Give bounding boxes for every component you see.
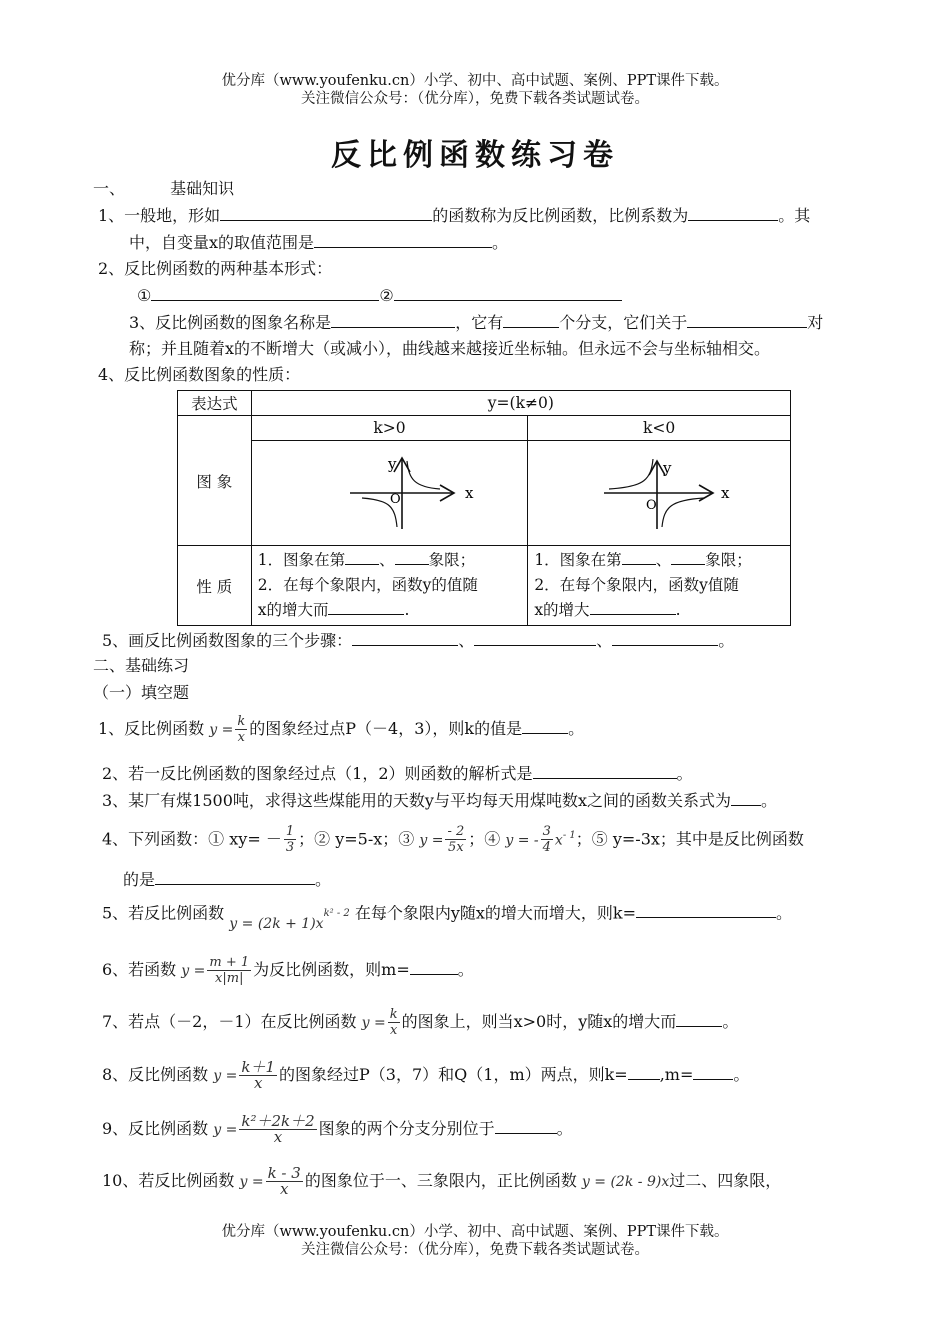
p4-y-eq-neg: y = - (505, 832, 539, 849)
p6-text-b: 为反比例函数，则m= (253, 960, 410, 979)
p8-y-eq: y = (213, 1068, 238, 1084)
p8-text-b: 的图象经过P（3，7）和Q（1，m）两点，则k= (279, 1065, 628, 1084)
q2-circle-2: ② (379, 286, 394, 305)
p5-blank[interactable] (636, 901, 776, 918)
header-line-2: 关注微信公众号：（优分库），免费下载各类试题试卷。 (301, 91, 649, 107)
q1-blank-3[interactable] (314, 231, 492, 248)
q2-line: 2、反比例函数的两种基本形式： (98, 259, 333, 278)
q5-blank-1[interactable] (352, 629, 458, 646)
prop3-period: . (675, 601, 681, 619)
properties-k-negative (528, 546, 791, 626)
p4-text-c: ；④ (468, 829, 501, 849)
frac-num: k (237, 714, 246, 729)
q5-sep: 、 (458, 631, 475, 650)
p4-end: 。 (315, 870, 332, 889)
q3-text-c: 个分支，它们关于 (559, 313, 688, 332)
frac-den: x (253, 1074, 263, 1092)
prop1-sep: 、 (379, 551, 395, 569)
p1-end: 。 (568, 719, 585, 738)
p1-text-a: 1、反比例函数 (98, 719, 205, 738)
p10-expression: y = (2k - 9)x (581, 1174, 670, 1190)
p5-text-b: 在每个象限内y随x的增大而增大，则k= (354, 903, 637, 923)
p10-text-a: 10、若反比例函数 (102, 1171, 235, 1190)
prop3-text: x的增大 (534, 601, 590, 619)
p8-text-c: ,m= (659, 1065, 694, 1084)
table-k-negative: k<0 (528, 416, 791, 441)
section2-subheading: （一）填空题 (93, 683, 190, 702)
q2-choices (137, 284, 622, 307)
section1-heading-text: 基础知识 (170, 179, 235, 198)
frac-den: x|m| (215, 971, 244, 986)
q2-blank-2[interactable] (394, 284, 622, 301)
p5-text-a: 5、若反比例函数 (102, 903, 225, 923)
prop1-text-b: 象限； (428, 551, 476, 569)
p8-blank-k[interactable] (628, 1063, 660, 1080)
header-line-1: 优分库（www.youfenku.cn）小学、初中、高中试题、案例、PPT课件下载。 (221, 73, 729, 89)
properties-table (177, 390, 791, 626)
p8-blank-m[interactable] (693, 1063, 733, 1080)
q3-text-b: ，它有 (455, 313, 504, 332)
p5-end: 。 (776, 903, 793, 923)
p4-line (102, 818, 804, 858)
p3-line (102, 789, 777, 812)
q3-line-2: 称；并且随着x的不断增大（或减小），曲线越来越接近坐标轴。但永远不会与坐标轴相交。 (129, 339, 771, 358)
frac-den: 5x (448, 840, 464, 856)
frac-den: x (390, 1023, 398, 1038)
p8-end: 。 (733, 1065, 750, 1084)
hyperbola-k-negative-graph (559, 441, 759, 541)
p4-power-base: x (554, 832, 563, 849)
frac-den: 4 (542, 840, 551, 856)
prop1-sep: 、 (655, 551, 672, 569)
p9-blank[interactable] (495, 1117, 557, 1134)
q1-text-a: 1、一般地，形如 (98, 206, 221, 225)
p10-text-c: 过二、四象限， (669, 1171, 782, 1190)
p2-line (102, 762, 693, 785)
p8-line (102, 1057, 749, 1094)
p3-end: 。 (760, 791, 777, 810)
p1-y-eq: y = (209, 722, 234, 738)
q3-text-a: 3、反比例函数的图象名称是 (129, 313, 332, 332)
prop3-text: x的增大而 (257, 601, 329, 619)
frac-den: 3 (285, 840, 295, 856)
p7-blank[interactable] (676, 1010, 722, 1027)
p5-line (102, 898, 793, 933)
p6-fraction (207, 955, 251, 986)
p7-y-eq: y = (361, 1015, 386, 1031)
section1-heading (93, 178, 234, 200)
prop-blank[interactable] (345, 548, 379, 565)
q5-blank-3[interactable] (612, 629, 718, 646)
p2-end: 。 (676, 764, 693, 783)
p1-text-b: 的图象经过点P（－4，3），则k的值是 (249, 719, 523, 738)
q1-line-2 (129, 231, 508, 254)
p6-text-a: 6、若函数 (102, 960, 177, 979)
prop-blank[interactable] (328, 598, 404, 615)
frac-num: k²＋2k＋2 (241, 1112, 315, 1130)
q1-line-1 (98, 204, 810, 227)
graph-k-negative (528, 441, 791, 546)
p5-expression: y = (2k + 1)x (229, 916, 324, 933)
p6-blank[interactable] (410, 958, 458, 975)
prop2-text: 2．在每个象限内，函数y的值随 (257, 576, 478, 594)
footer-line-1: 优分库（www.youfenku.cn）小学、初中、高中试题、案例、PPT课件下载。 (221, 1224, 729, 1240)
table-k-positive: k>0 (251, 416, 528, 441)
p6-end: 。 (457, 960, 474, 979)
branch-quadrant-2 (609, 459, 653, 489)
p4-text-e: 的是 (123, 870, 156, 889)
frac-num: k (389, 1007, 398, 1022)
q1-blank-2[interactable] (688, 204, 778, 221)
q2-circle-1: ① (137, 286, 152, 305)
p10-line (102, 1163, 781, 1200)
p1-line (98, 712, 584, 747)
q5-sep: 、 (596, 631, 613, 650)
prop2-text: 2．在每个象限内，函数y值随 (534, 576, 739, 594)
p4-fraction-1 (284, 824, 296, 855)
p2-blank[interactable] (533, 762, 677, 779)
frac-num: 3 (542, 824, 551, 840)
p9-line (102, 1111, 573, 1148)
axis-label-origin: O (389, 492, 401, 507)
p9-text-a: 9、反比例函数 (102, 1119, 209, 1138)
prop-blank[interactable] (395, 548, 429, 565)
frac-den: x (237, 730, 245, 745)
p7-text-a: 7、若点（－2，－1）在反比例函数 (102, 1012, 357, 1031)
branch-quadrant-1 (407, 461, 440, 489)
frac-den: x (279, 1180, 289, 1198)
p9-end: 。 (556, 1119, 573, 1138)
p4-fraction-3 (541, 824, 553, 855)
axis-label-x: x (464, 484, 473, 502)
frac-num: - 2 (447, 824, 465, 840)
graph-k-positive (251, 441, 528, 546)
axis-label-y: y (387, 455, 396, 473)
p4-power-exponent: - 1 (562, 830, 576, 841)
prop1-text-a: 1．图象在第 (257, 551, 346, 569)
p9-text-b: 图象的两个分支分别位于 (318, 1119, 495, 1138)
frac-den: x (273, 1128, 283, 1146)
branch-quadrant-4 (662, 498, 704, 527)
p6-line (102, 953, 474, 988)
q3-blank-3[interactable] (687, 311, 807, 328)
hyperbola-k-positive-graph (290, 441, 490, 541)
p3-text: 3、某厂有煤1500吨，求得这些煤能用的天数y与平均每天用煤吨数x之间的函数关系式为 (102, 791, 731, 810)
table-row-graph-label: 图 象 (178, 416, 252, 546)
prop-blank[interactable] (671, 548, 705, 565)
prop1-text-b: 象限； (705, 551, 752, 569)
page-title: 反比例函数练习卷 (331, 138, 619, 173)
p4-text-a: 4、下列函数：① xy= － (102, 829, 282, 849)
p4-fraction-2 (445, 824, 466, 855)
properties-k-positive (251, 546, 528, 626)
p4-y-eq: y = (419, 832, 444, 849)
frac-num: 1 (285, 824, 295, 840)
axis-label-y: y (663, 459, 672, 477)
q1-text-d: 中，自变量x的取值范围是 (129, 233, 315, 252)
q1-text-e: 。 (492, 233, 509, 252)
section1-heading-number: 一、 (93, 179, 126, 198)
p4-text-b: ；② y=5-x；③ (298, 829, 415, 849)
p7-line (102, 1005, 738, 1040)
p1-fraction (235, 714, 247, 745)
axis-label-origin: O (646, 498, 657, 513)
axis-label-x: x (721, 484, 730, 502)
section2-heading: 二、基础练习 (93, 656, 190, 675)
q2-blank-1[interactable] (151, 284, 379, 301)
p7-fraction (388, 1007, 400, 1038)
p7-text-b: 的图象上，则当x>0时，y随x的增大而 (401, 1012, 677, 1031)
p9-fraction (239, 1114, 316, 1145)
p10-y-eq: y = (239, 1174, 264, 1190)
p7-end: 。 (722, 1012, 739, 1031)
q5-blank-2[interactable] (474, 629, 596, 646)
footer-line-2: 关注微信公众号：（优分库），免费下载各类试题试卷。 (301, 1242, 649, 1258)
prop3-period: . (404, 601, 410, 619)
q3-text-d: 对 (807, 313, 824, 332)
p4-blank[interactable] (155, 868, 315, 885)
prop-blank[interactable] (590, 598, 676, 615)
p10-text-b: 的图象位于一、三象限内，正比例函数 (304, 1171, 577, 1190)
table-header-expression: 表达式 (178, 391, 252, 416)
p4-text-d: ；⑤ y=-3x；其中是反比例函数 (575, 829, 804, 849)
table-expression: y=(k≠0) (251, 391, 790, 416)
p10-fraction (266, 1166, 303, 1197)
p5-exponent: k² - 2 (323, 908, 350, 919)
q5-end: 。 (718, 631, 735, 650)
prop-blank[interactable] (622, 548, 656, 565)
frac-num: m + 1 (209, 955, 250, 970)
table-row-property-label: 性 质 (178, 546, 252, 626)
p8-text-a: 8、反比例函数 (102, 1065, 209, 1084)
q3-blank-2[interactable] (503, 311, 559, 328)
q3-blank-1[interactable] (331, 311, 455, 328)
q1-blank-1[interactable] (220, 204, 432, 221)
q4-line: 4、反比例函数图象的性质： (98, 365, 301, 384)
p2-text: 2、若一反比例函数的图象经过点（1，2）则函数的解析式是 (102, 764, 533, 783)
frac-num: k - 3 (267, 1164, 301, 1182)
q3-line-1 (129, 311, 823, 334)
p8-fraction (239, 1060, 277, 1091)
p4-line-2 (123, 868, 331, 891)
p3-blank[interactable] (731, 789, 761, 806)
q1-text-b: 的函数称为反比例函数，比例系数为 (432, 206, 689, 225)
q5-text: 5、画反比例函数图象的三个步骤： (102, 631, 353, 650)
p9-y-eq: y = (213, 1122, 238, 1138)
p6-y-eq: y = (181, 963, 206, 979)
q1-text-c: 。其 (778, 206, 811, 225)
p1-blank[interactable] (522, 717, 568, 734)
frac-num: k＋1 (241, 1058, 276, 1076)
q5-line (102, 629, 734, 652)
prop1-text-a: 1．图象在第 (534, 551, 622, 569)
